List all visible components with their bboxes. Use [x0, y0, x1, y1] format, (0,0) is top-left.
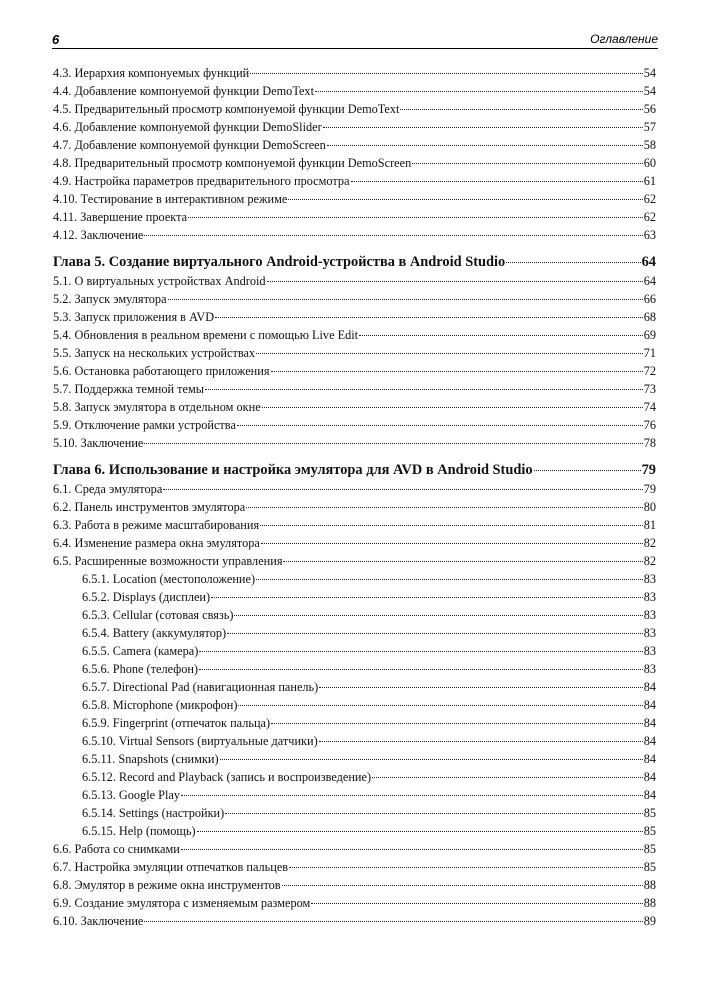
toc-entry-page: 84 [643, 770, 656, 784]
toc-entry[interactable] [53, 308, 656, 326]
toc-entry-title: 6.3. Работа в режиме масштабирования [53, 518, 260, 532]
toc-entry-page: 89 [643, 914, 656, 928]
toc-entry-page: 83 [643, 662, 656, 676]
toc-entry-page: 83 [643, 626, 656, 640]
dot-leader [256, 353, 643, 354]
toc-entry-title: 4.5. Предварительный просмотр компонуемой функции DemoText [53, 102, 400, 116]
dot-leader [256, 579, 643, 580]
toc-entry-page: 80 [643, 500, 656, 514]
toc-entry[interactable] [53, 858, 656, 876]
dot-leader [400, 109, 642, 110]
dot-leader [181, 849, 643, 850]
toc-entry-page: 64 [643, 274, 656, 288]
toc-entry-title: 6.5.11. Snapshots (снимки) [82, 752, 219, 766]
toc-entry-page: 57 [643, 120, 656, 134]
toc-entry[interactable] [53, 100, 656, 118]
toc-entry-page: 62 [643, 192, 656, 206]
toc-entry-title: 6.5.6. Phone (телефон) [82, 662, 199, 676]
toc-entry-title: 6.7. Настройка эмуляции отпечатков пальцев [53, 860, 289, 874]
toc-entry-page: 85 [643, 860, 656, 874]
toc-entry-page: 83 [643, 590, 656, 604]
toc-entry-title: 6.6. Работа со снимками [53, 842, 180, 856]
dot-leader [237, 425, 643, 426]
toc-entry-title: 5.5. Запуск на нескольких устройствах [53, 346, 256, 360]
toc-entry-title: 6.5. Расширенные возможности управления [53, 554, 283, 568]
dot-leader [315, 91, 643, 92]
dot-leader [234, 615, 642, 616]
dot-leader [163, 489, 642, 490]
toc-entry-page: 88 [643, 896, 656, 910]
toc-entry[interactable] [53, 768, 656, 786]
toc-entry[interactable] [53, 172, 656, 190]
toc-entry-title: 6.5.2. Displays (дисплеи) [82, 590, 211, 604]
toc-entry-page: 84 [643, 752, 656, 766]
running-title: Оглавление [590, 32, 658, 46]
toc-entry[interactable] [53, 208, 656, 226]
toc-entry[interactable] [53, 272, 656, 290]
toc-entry[interactable] [53, 416, 656, 434]
toc-entry-page: 74 [643, 400, 656, 414]
dot-leader [359, 335, 643, 336]
toc-entry-page: 78 [643, 436, 656, 450]
toc-entry[interactable] [53, 678, 656, 696]
toc-entry-title: 6.5.4. Battery (аккумулятор) [82, 626, 227, 640]
toc-entry-title: 4.3. Иерархия компонуемых функций [53, 66, 250, 80]
toc-chapter-entry[interactable] [53, 252, 656, 272]
dot-leader [412, 163, 642, 164]
toc-entry-title: 5.7. Поддержка темной темы [53, 382, 205, 396]
toc-entry-title: 6.5.14. Settings (настройки) [82, 806, 225, 820]
toc-entry-title: 6.2. Панель инструментов эмулятора [53, 500, 246, 514]
dot-leader [246, 507, 642, 508]
toc-entry-page: 66 [643, 292, 656, 306]
dot-leader [144, 921, 642, 922]
toc-entry-title: 6.9. Создание эмулятора с изменяемым размером [53, 896, 311, 910]
dot-leader [282, 885, 643, 886]
toc-entry[interactable] [53, 552, 656, 570]
toc-entry-title: 4.11. Завершение проекта [53, 210, 188, 224]
toc-entry-page: 84 [643, 680, 656, 694]
dot-leader [225, 813, 642, 814]
dot-leader [238, 705, 642, 706]
toc-entry[interactable] [53, 894, 656, 912]
toc-entry[interactable] [53, 606, 656, 624]
toc-entry[interactable] [53, 840, 656, 858]
dot-leader [506, 262, 640, 263]
toc-entry-page: 60 [643, 156, 656, 170]
toc-entry-title: 4.4. Добавление компонуемой функции DemoText [53, 84, 314, 98]
toc-entry[interactable] [53, 344, 656, 362]
toc-entry-page: 54 [643, 84, 656, 98]
toc-entry-page: 63 [643, 228, 656, 242]
dot-leader [261, 543, 643, 544]
toc-entry-title: 5.6. Остановка работающего приложения [53, 364, 270, 378]
dot-leader [215, 317, 643, 318]
toc-entry-page: 81 [643, 518, 656, 532]
toc-entry-title: Глава 6. Использование и настройка эмулятора для AVD в Android Studio [53, 462, 533, 478]
toc-entry-title: 6.8. Эмулятор в режиме окна инструментов [53, 878, 281, 892]
dot-leader [181, 795, 643, 796]
page-number: 6 [52, 32, 60, 47]
toc-entry-title: 6.5.8. Microphone (микрофон) [82, 698, 238, 712]
dot-leader [144, 443, 642, 444]
toc-entry[interactable] [53, 434, 656, 452]
toc-chapter-entry[interactable] [53, 460, 656, 480]
toc-entry-page: 56 [643, 102, 656, 116]
toc-entry[interactable] [53, 642, 656, 660]
dot-leader [288, 199, 642, 200]
toc-entry-title: 6.10. Заключение [53, 914, 144, 928]
page-header [52, 32, 658, 49]
dot-leader [372, 777, 643, 778]
dot-leader [199, 669, 643, 670]
toc-entry[interactable] [53, 876, 656, 894]
dot-leader [311, 903, 642, 904]
toc-entry[interactable] [53, 64, 656, 82]
toc-entry-page: 79 [643, 482, 656, 496]
toc-entry-page: 69 [643, 328, 656, 342]
toc-entry[interactable] [53, 732, 656, 750]
toc-entry[interactable] [53, 660, 656, 678]
toc-entry[interactable] [53, 136, 656, 154]
toc-entry[interactable] [53, 154, 656, 172]
dot-leader [260, 525, 643, 526]
dot-leader [267, 281, 643, 282]
toc-entry-page: 58 [643, 138, 656, 152]
toc-entry-title: 6.5.15. Help (помощь) [82, 824, 196, 838]
toc-entry-title: 4.8. Предварительный просмотр компонуемой функции DemoScreen [53, 156, 412, 170]
dot-leader [144, 235, 642, 236]
dot-leader [271, 371, 643, 372]
toc-entry-page: 85 [643, 842, 656, 856]
toc-entry[interactable] [53, 516, 656, 534]
toc-entry-title: 5.3. Запуск приложения в AVD [53, 310, 215, 324]
toc-entry-page: 82 [643, 536, 656, 550]
table-of-contents [53, 64, 656, 930]
dot-leader [271, 723, 643, 724]
toc-entry[interactable] [53, 118, 656, 136]
dot-leader [283, 561, 642, 562]
toc-entry-page: 88 [643, 878, 656, 892]
toc-entry-title: 5.8. Запуск эмулятора в отдельном окне [53, 400, 261, 414]
toc-entry-page: 84 [643, 788, 656, 802]
toc-entry[interactable] [53, 290, 656, 308]
dot-leader [197, 831, 643, 832]
dot-leader [319, 741, 643, 742]
toc-entry[interactable] [53, 190, 656, 208]
dot-leader [220, 759, 643, 760]
toc-entry[interactable] [53, 912, 656, 930]
toc-entry[interactable] [53, 380, 656, 398]
toc-entry-page: 76 [643, 418, 656, 432]
toc-entry-title: Глава 5. Создание виртуального Android-устройства в Android Studio [53, 254, 506, 270]
toc-entry-title: 4.12. Заключение [53, 228, 144, 242]
toc-entry-title: 4.9. Настройка параметров предварительного просмотра [53, 174, 350, 188]
dot-leader [289, 867, 643, 868]
toc-entry[interactable] [53, 534, 656, 552]
toc-entry-title: 5.1. О виртуальных устройствах Android [53, 274, 266, 288]
dot-leader [211, 597, 643, 598]
toc-entry-page: 62 [643, 210, 656, 224]
toc-entry[interactable] [53, 750, 656, 768]
dot-leader [262, 407, 643, 408]
dot-leader [227, 633, 643, 634]
toc-entry-page: 72 [643, 364, 656, 378]
toc-entry-page: 83 [643, 608, 656, 622]
toc-entry-title: 6.5.13. Google Play [82, 788, 181, 802]
toc-entry-title: 4.6. Добавление компонуемой функции DemoSlider [53, 120, 322, 134]
dot-leader [188, 217, 643, 218]
toc-entry-title: 5.4. Обновления в реальном времени с помощью Live Edit [53, 328, 359, 342]
toc-entry[interactable] [53, 822, 656, 840]
toc-entry-title: 4.10. Тестирование в интерактивном режиме [53, 192, 288, 206]
toc-entry-page: 64 [641, 254, 656, 270]
toc-entry[interactable] [53, 804, 656, 822]
toc-entry-title: 6.4. Изменение размера окна эмулятора [53, 536, 260, 550]
toc-entry-page: 61 [643, 174, 656, 188]
toc-entry-page: 82 [643, 554, 656, 568]
toc-entry-title: 6.5.10. Virtual Sensors (виртуальные датчики) [82, 734, 318, 748]
toc-entry-title: 5.9. Отключение рамки устройства [53, 418, 236, 432]
dot-leader [327, 145, 643, 146]
dot-leader [250, 73, 642, 74]
dot-leader [168, 299, 643, 300]
toc-entry-title: 4.7. Добавление компонуемой функции DemoScreen [53, 138, 326, 152]
toc-entry[interactable] [53, 398, 656, 416]
dot-leader [319, 687, 642, 688]
toc-entry-title: 5.2. Запуск эмулятора [53, 292, 167, 306]
toc-entry-page: 83 [643, 644, 656, 658]
toc-entry[interactable] [53, 714, 656, 732]
toc-entry-page: 84 [643, 698, 656, 712]
toc-entry-title: 5.10. Заключение [53, 436, 144, 450]
toc-entry-page: 84 [643, 734, 656, 748]
dot-leader [205, 389, 643, 390]
toc-entry-title: 6.5.7. Directional Pad (навигационная панель) [82, 680, 319, 694]
dot-leader [351, 181, 643, 182]
toc-entry-page: 54 [643, 66, 656, 80]
toc-entry[interactable] [53, 570, 656, 588]
toc-entry-title: 6.5.1. Location (местоположение) [82, 572, 256, 586]
toc-entry-title: 6.5.3. Cellular (сотовая связь) [82, 608, 234, 622]
toc-entry-page: 71 [643, 346, 656, 360]
toc-entry[interactable] [53, 588, 656, 606]
toc-entry[interactable] [53, 326, 656, 344]
toc-entry-page: 68 [643, 310, 656, 324]
toc-entry[interactable] [53, 696, 656, 714]
toc-entry-page: 83 [643, 572, 656, 586]
toc-entry[interactable] [53, 82, 656, 100]
toc-entry-title: 6.5.12. Record and Playback (запись и воспроизведение) [82, 770, 372, 784]
dot-leader [323, 127, 643, 128]
toc-entry-title: 6.1. Среда эмулятора [53, 482, 163, 496]
toc-entry[interactable] [53, 226, 656, 244]
toc-entry-title: 6.5.5. Camera (камера) [82, 644, 199, 658]
toc-entry[interactable] [53, 480, 656, 498]
toc-entry[interactable] [53, 624, 656, 642]
toc-entry[interactable] [53, 362, 656, 380]
toc-entry[interactable] [53, 786, 656, 804]
toc-entry-page: 79 [641, 462, 656, 478]
toc-entry-page: 73 [643, 382, 656, 396]
toc-entry-page: 85 [643, 806, 656, 820]
toc-entry[interactable] [53, 498, 656, 516]
dot-leader [199, 651, 642, 652]
toc-entry-page: 85 [643, 824, 656, 838]
toc-entry-page: 84 [643, 716, 656, 730]
toc-entry-title: 6.5.9. Fingerprint (отпечаток пальца) [82, 716, 271, 730]
dot-leader [534, 470, 641, 471]
